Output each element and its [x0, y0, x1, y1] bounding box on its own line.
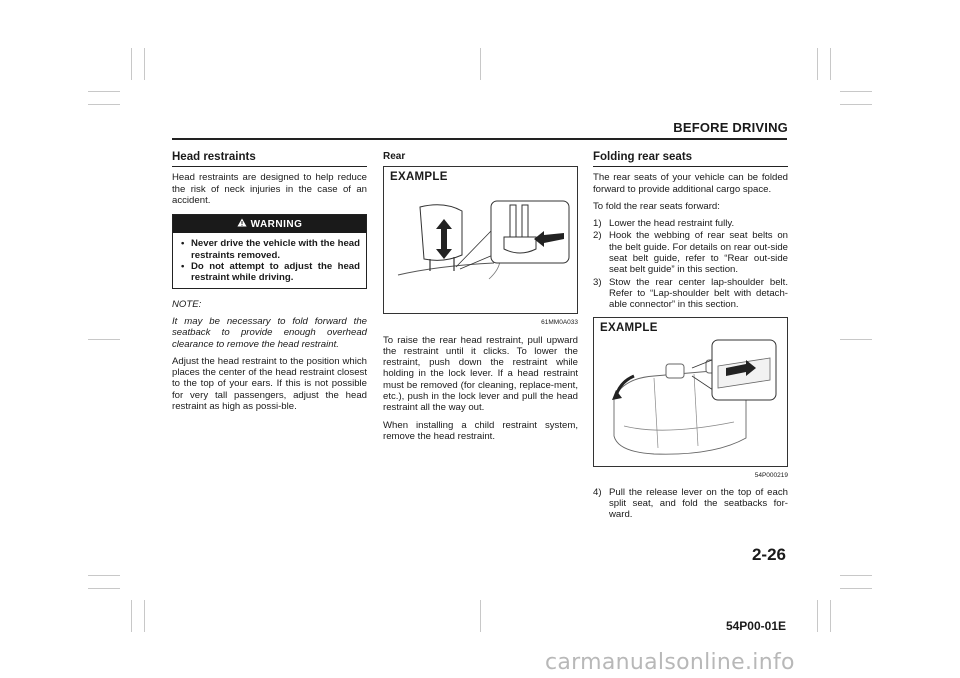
- section-title-folding-rear-seats: Folding rear seats: [593, 152, 788, 167]
- crop-mark: [88, 339, 120, 340]
- crop-mark: [480, 48, 481, 80]
- step-item: [593, 277, 788, 311]
- warning-item: • Never drive the vehicle with the head restraints removed.: [179, 238, 360, 261]
- watermark: carmanualsonline.info: [545, 650, 795, 675]
- step-text: Lower the head restraint fully.: [609, 218, 735, 230]
- step-text: Hook the webbing of rear seat belts on the belt guide. For details on rear out-side seat belt guide, refer to “Rear out-side seat belt guide” in this section.: [609, 230, 788, 276]
- folding-seats-illustration: [594, 318, 787, 466]
- intro-paragraph: Head restraints are designed to help reduce the risk of neck injuries in the case of an accident.: [172, 172, 367, 206]
- lead-paragraph: To fold the rear seats forward:: [593, 200, 720, 212]
- step-number: 4): [593, 486, 602, 498]
- body-paragraph: Adjust the head restraint to the position which places the center of the head restraint closest to the top of your ears. If this is not possible for very tall passengers, adjust the head restraint as high as possi-ble.: [172, 355, 367, 413]
- rear-head-restraint-illustration: [384, 167, 577, 313]
- column-folding-rear-seats: [593, 148, 788, 522]
- steps-list-continued: [593, 487, 788, 521]
- crop-mark: [88, 91, 120, 92]
- step-item: [593, 218, 788, 229]
- crop-mark: [480, 600, 481, 632]
- warning-triangle-icon: [237, 218, 247, 230]
- section-header: BEFORE DRIVING: [673, 120, 788, 135]
- step-item: [593, 230, 788, 275]
- intro-paragraph: The rear seats of your vehicle can be folded forward to provide additional cargo space.: [593, 172, 788, 195]
- figure-label: EXAMPLE: [600, 321, 658, 334]
- step-text: Stow the rear center lap-shoulder belt. Refer to “Lap-shoulder belt with detach-able connector” in this section.: [609, 276, 788, 311]
- crop-mark: [840, 588, 872, 589]
- crop-mark: [88, 575, 120, 576]
- figure-code: 61MM0A033: [541, 319, 578, 327]
- warning-box: [172, 214, 367, 288]
- crop-mark: [840, 575, 872, 576]
- warning-label: WARNING: [250, 219, 303, 231]
- step-number: 2): [593, 230, 602, 242]
- figure-code: 54P000219: [754, 471, 788, 479]
- crop-mark: [88, 588, 120, 589]
- step-text: Pull the release lever on the top of each split seat, and fold the seatbacks for-ward.: [609, 486, 788, 521]
- document-code: 54P00-01E: [725, 619, 786, 633]
- crop-mark: [840, 104, 872, 105]
- header-rule: [172, 138, 787, 140]
- warning-header: [173, 215, 366, 233]
- crop-mark: [88, 104, 120, 105]
- note-text: It may be necessary to fold forward the seatback to provide enough overhead clearance to remove the head restraint.: [172, 315, 367, 350]
- column-head-restraints: [172, 148, 367, 418]
- crop-mark: [840, 91, 872, 92]
- subhead-rear: Rear: [383, 151, 406, 162]
- crop-mark: [131, 600, 132, 632]
- child-restraint-paragraph: When installing a child restraint system, remove the head restraint.: [383, 419, 578, 442]
- figure-label: EXAMPLE: [390, 171, 448, 184]
- column-rear: [383, 148, 578, 448]
- steps-list: [593, 218, 788, 310]
- crop-mark: [131, 48, 132, 80]
- step-number: 1): [593, 218, 602, 230]
- crop-mark: [817, 600, 818, 632]
- note-label: NOTE:: [172, 298, 202, 310]
- raise-lower-paragraph: To raise the rear head restraint, pull upward the restraint until it clicks. To lower the restraint, push down the restraint while holding in the lock lever. If a head restraint must be removed (for cleaning, replace-ment, etc.), push in the lock lever and pull the head restraint all the way out.: [383, 334, 578, 414]
- crop-mark: [840, 339, 872, 340]
- warning-list: [173, 233, 366, 287]
- warning-item: • Do not attempt to adjust the head restraint while driving.: [179, 261, 360, 284]
- crop-mark: [830, 48, 831, 80]
- crop-mark: [830, 600, 831, 632]
- crop-mark: [144, 48, 145, 80]
- crop-mark: [817, 48, 818, 80]
- crop-mark: [144, 600, 145, 632]
- step-number: 3): [593, 276, 602, 288]
- figure-folding-seats: [593, 317, 788, 467]
- step-item: [593, 487, 788, 521]
- figure-rear-head-restraint: [383, 166, 578, 314]
- page-number: 2-26: [751, 545, 786, 564]
- section-title-head-restraints: Head restraints: [172, 152, 367, 167]
